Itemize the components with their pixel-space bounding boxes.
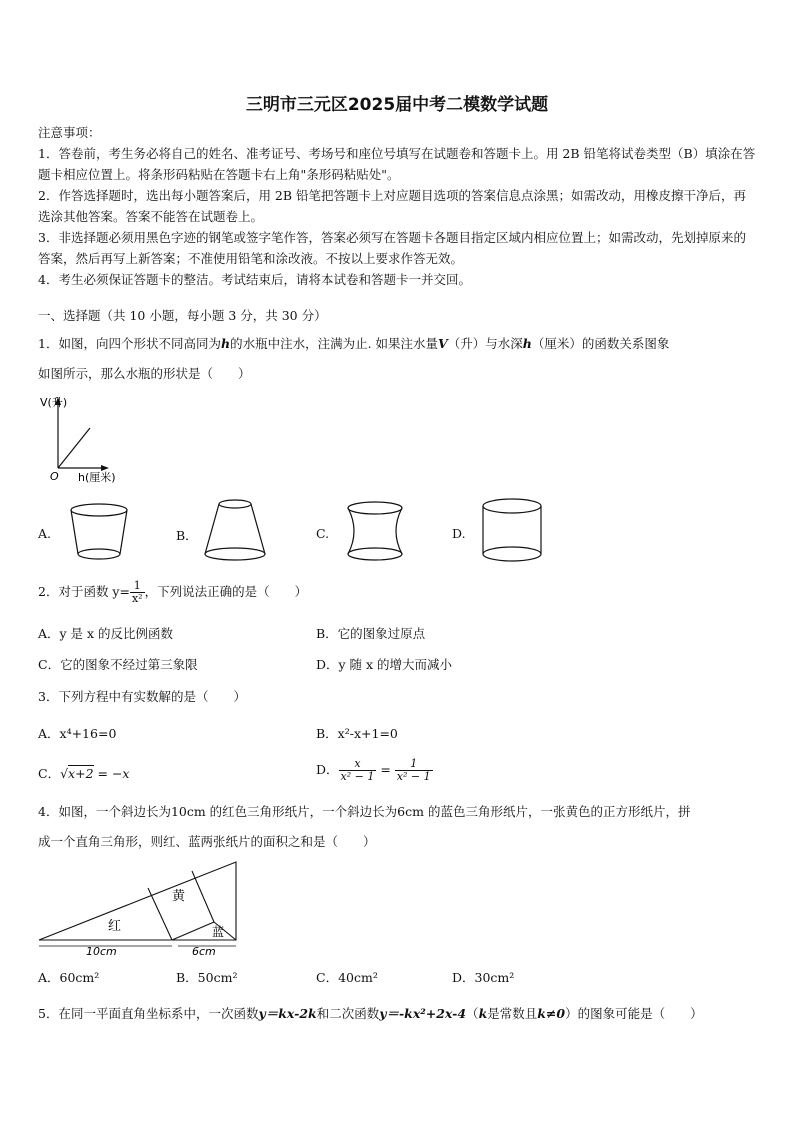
q2-option-c: C．它的图象不经过第三象限	[38, 657, 198, 672]
label-red: 红	[108, 919, 122, 934]
label-6cm: 6cm	[192, 945, 216, 958]
frac-numerator: 1	[130, 580, 145, 593]
q1-option-b-label: B．	[176, 528, 198, 543]
d-right-fraction	[395, 758, 433, 783]
d-left-fraction	[339, 758, 377, 783]
q5-text: 和二次函数	[316, 1006, 380, 1021]
q1-stem-line2: 如图所示，那么水瓶的形状是（ ）	[38, 366, 251, 381]
notice-heading: 注意事项：	[38, 125, 101, 140]
q2-option-b: B．它的图象过原点	[316, 626, 426, 641]
q4-option-d: D．30cm²	[452, 970, 515, 985]
q2-stem	[38, 580, 307, 605]
equation-rhs: = −x	[93, 766, 130, 781]
q3-stem: 3．下列方程中有实数解的是（ ）	[38, 689, 246, 704]
q3-option-c	[38, 764, 129, 782]
frac-numerator: 1	[395, 758, 433, 771]
var-v: V	[438, 336, 448, 351]
q4-option-a: A．60cm²	[38, 970, 100, 985]
option-label: D．	[316, 762, 339, 777]
q4-option-b: B．50cm²	[176, 970, 238, 985]
notice-item: 2．作答选择题时，选出每小题答案后，用 2B 铅笔把答题卡上对应题目选项的答案信息点涂黑；如需改动，用橡皮擦干净后，再选涂其他答案。答案不能答在试题卷上。	[38, 188, 747, 224]
frac-numerator: x	[339, 758, 377, 771]
notice-item: 3．非选择题必须用黑色字迹的钢笔或签字笔作答，答案必须写在答题卡各题目指定区域内相应位置上；如需改动，先划掉原来的答案，然后再写上新答案；不准使用铅笔和涂改液。不按以上要求作答无效。	[38, 230, 746, 266]
q1-text: （升）与水深	[447, 336, 523, 351]
sqrt-expression: √x+2	[60, 766, 94, 781]
q2-fraction	[130, 580, 145, 605]
q2-text: 2．对于函数 y=	[38, 584, 130, 599]
graph-xlabel: h(厘米)	[78, 471, 116, 484]
q1-option-d-label: D.	[452, 526, 466, 541]
q4-stem-line1: 4．如图，一个斜边长为10cm 的红色三角形纸片，一个斜边长为6cm 的蓝色三角形纸片，一张黄色的正方形纸片，拼	[38, 804, 691, 819]
radicand: x+2	[68, 766, 94, 781]
var-h: h	[220, 336, 231, 351]
notice-item: 1．答卷前，考生务必将自己的姓名、准考证号、考场号和座位号填写在试题卷和答题卡上。用 2B 铅笔将试卷类型（B）填涂在答题卡相应位置上。将条形码粘贴在答题卡右上角"条形码粘贴处"。	[38, 146, 756, 182]
q1-stem-line1	[38, 334, 669, 352]
q3-option-b: B．x²-x+1=0	[316, 726, 398, 741]
q4-triangle-figure	[36, 858, 242, 958]
q4-option-c: C．40cm²	[316, 970, 378, 985]
bottle-a-figure	[64, 500, 134, 566]
notice-block	[38, 122, 758, 290]
section-heading: 一、选择题（共 10 小题，每小题 3 分，共 30 分）	[38, 308, 327, 323]
bottle-c-figure	[340, 498, 410, 566]
q5-text: 是常数且	[487, 1006, 538, 1021]
q2-text: ，下列说法正确的是（ ）	[144, 584, 308, 599]
q2-option-d: D．y 随 x 的增大而减小	[316, 657, 453, 672]
page-title: 三明市三元区2025届中考二模数学试题	[245, 95, 549, 115]
q1-vh-graph	[36, 392, 136, 484]
q1-text: 1．如图，向四个形状不同高同为	[38, 336, 221, 351]
linear-function: y＝kx-2k	[258, 1006, 317, 1021]
q5-text: 5．在同一平面直角坐标系中，一次函数	[38, 1006, 259, 1021]
option-label: C．	[38, 766, 61, 781]
bottle-d-figure	[474, 496, 550, 566]
q5-text: （	[466, 1006, 479, 1021]
graph-origin: O	[50, 470, 59, 483]
q2-option-a: A．y 是 x 的反比例函数	[38, 626, 174, 641]
frac-denominator: x²	[131, 592, 143, 605]
quadratic-function: y＝-kx²+2x-4	[379, 1006, 467, 1021]
label-blue: 蓝	[212, 925, 225, 939]
frac-denominator: x² − 1	[396, 770, 431, 783]
q1-option-c-label: C.	[316, 526, 330, 541]
q4-stem-line2: 成一个直角三角形，则红、蓝两张纸片的面积之和是（ ）	[38, 834, 376, 849]
label-yellow: 黄	[172, 889, 186, 904]
q1-option-a-label: A.	[38, 526, 52, 541]
q3-option-a: A．x⁴+16=0	[38, 726, 117, 741]
bottle-b-figure	[198, 496, 272, 566]
q5-text: ）的图象可能是（ ）	[565, 1006, 703, 1021]
var-h: h	[522, 336, 532, 351]
q1-text: （厘米）的函数关系图象	[531, 336, 670, 351]
q5-stem	[38, 1004, 703, 1022]
frac-denominator: x² − 1	[340, 770, 375, 783]
graph-ylabel: V(升)	[40, 396, 68, 409]
q3-option-d: D． $\frac{x}{\text{x² − 1}}$ = $\frac{1}{\text{x² − 1}}$	[316, 757, 431, 783]
label-10cm: 10cm	[86, 945, 117, 958]
k-condition: k≠0	[537, 1006, 566, 1021]
q1-text: 的水瓶中注水，注满为止. 如果注水量	[230, 336, 439, 351]
var-k: k	[478, 1006, 488, 1021]
notice-item: 4．考生必须保证答题卡的整洁。考试结束后，请将本试卷和答题卡一并交回。	[38, 272, 471, 287]
